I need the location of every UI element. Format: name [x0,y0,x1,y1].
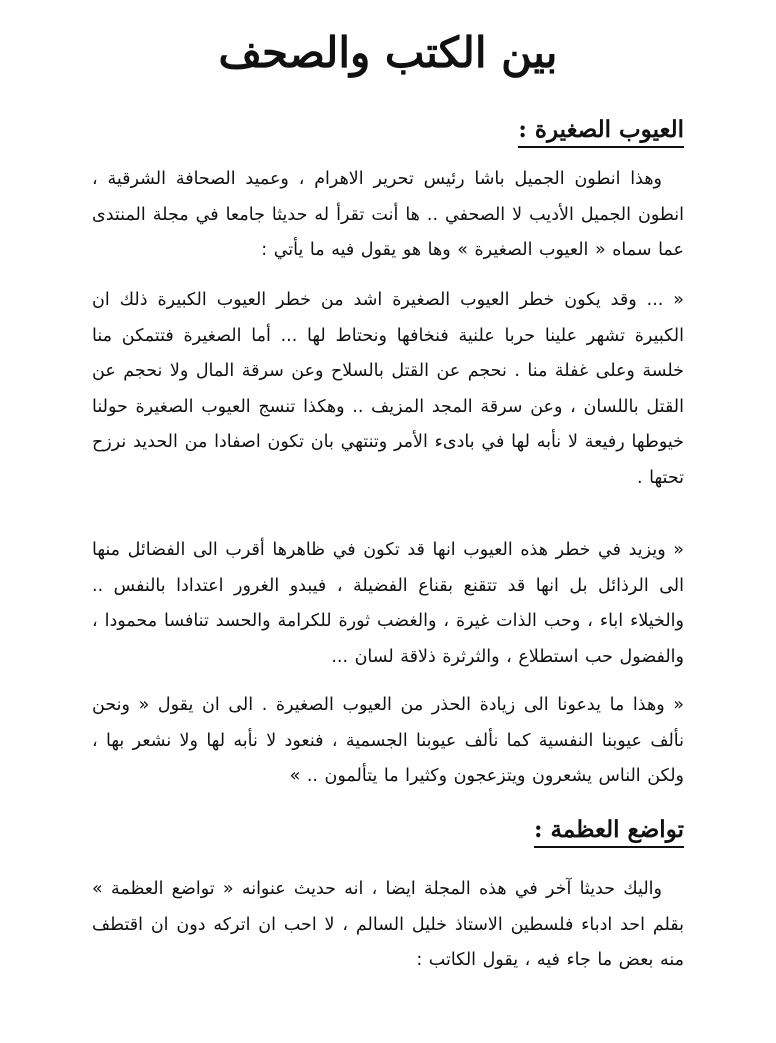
paragraph-quote-1: « ... وقد يكون خطر العيوب الصغيرة اشد من خطر العيوب الكبيرة ذلك ان الكبيرة تشهر علينا حربا علنية فنخافها ونحتاط لها ... أما الصغيرة فتتمكن منا خلسة وعلى غفلة منا . نحجم عن القتل بالسلاح وعن سرقة المال ولا نحجم عن القتل باللسان ، وعن سرقة المجد المزيف .. وهكذا تنسج العيوب الصغيرة حولنا خيوطها رفيعة لا نأبه لها في بادىء الأمر وتنتهي بان تكون اصفادا من الحديد نرزح تحتها . [92,290,684,488]
paragraph-quote-2: « ويزيد في خطر هذه العيوب انها قد تكون في ظاهرها أقرب الى الفضائل منها الى الرذائل بل انها قد تتقنع بقناع الفضيلة ، فيبدو الغرور اعتدادا بالنفس .. والخيلاء اباء ، وحب الذات غيرة ، والغضب ثورة للكرامة والحسد تنافسا محمودا ، والفضول حب استطلاع ، والثرثرة ذلاقة لسان ... [92,540,684,667]
section-heading-small-faults: العيوب الصغيرة : [518,116,684,148]
paragraph-intro: وهذا انطون الجميل باشا رئيس تحرير الاهرام ، وعميد الصحافة الشرقية ، انطون الجميل الأديب لا الصحفي .. ها أنت تقرأ له حديثا جامعا في مجلة المنتدى عما سماه « العيوب الصغيرة » وها هو يقول فيه ما يأتي : [92,169,684,260]
page-title: بين الكتب والصحف [218,28,558,77]
paragraph-quote-3: « وهذا ما يدعونا الى زيادة الحذر من العيوب الصغيرة . الى ان يقول « ونحن نألف عيوبنا النفسية كما نألف عيوبنا الجسمية ، فنعود لا نأبه لها ولا نشعر بها ، ولكن الناس يشعرون ويتزعجون وكثيرا ما يتألمون .. » [92,695,684,786]
paragraph-humility-intro: واليك حديثا آخر في هذه المجلة ايضا ، انه حديث عنوانه « تواضع العظمة » بقلم احد ادباء فلسطين الاستاذ خليل السالم ، لا احب ان اتركه دون ان اقتطف منه بعض ما جاء فيه ، يقول الكاتب : [92,879,684,970]
section-heading-humility-of-greatness: تواضع العظمة : [534,816,684,848]
